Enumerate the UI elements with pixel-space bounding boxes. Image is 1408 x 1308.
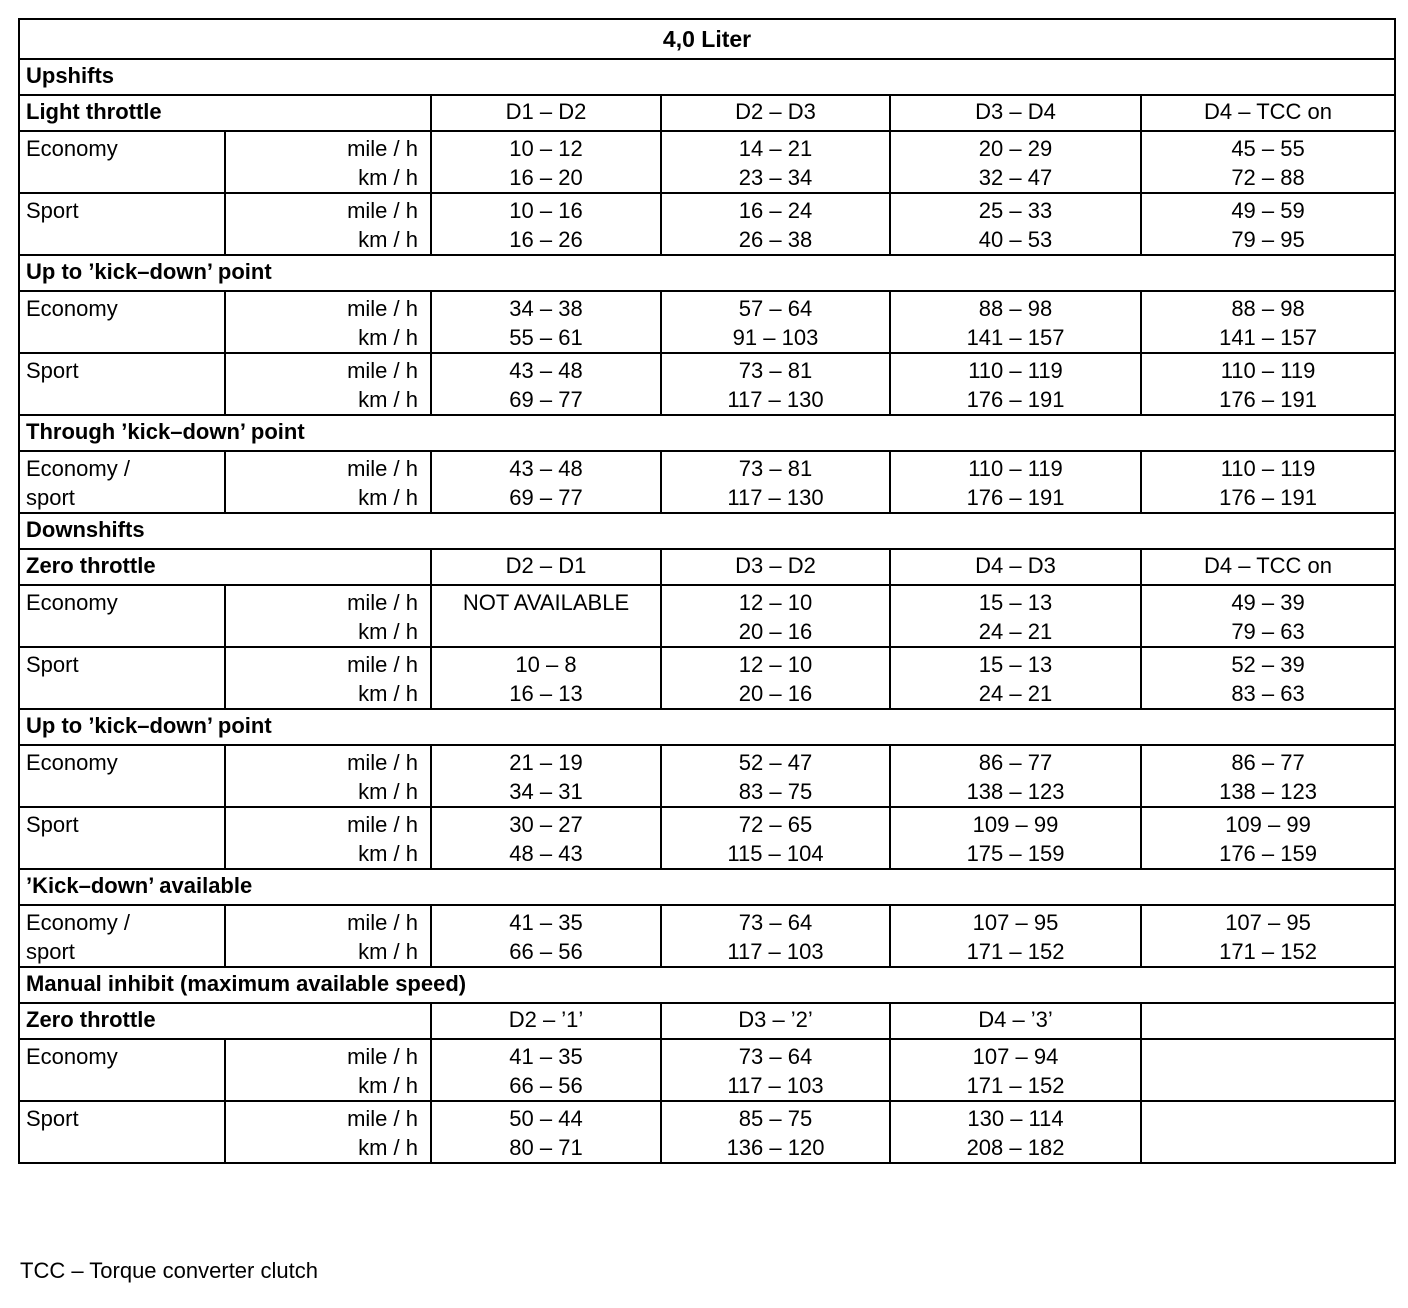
speed-cell (1141, 905, 1395, 967)
row-label-line: sport (26, 485, 75, 510)
group-header-row (19, 1003, 1395, 1039)
speed-cell (431, 807, 661, 869)
row-label (19, 131, 225, 193)
speed-value: 110 – 119 (968, 358, 1063, 383)
row-label (19, 1101, 225, 1163)
unit-cell (225, 291, 431, 353)
speed-cell (890, 451, 1141, 513)
unit-label: km / h (358, 619, 418, 644)
row-label-line: Sport (26, 358, 79, 383)
speed-value: 40 – 53 (978, 227, 1053, 252)
unit-cell (225, 131, 431, 193)
speed-value: 12 – 10 (738, 590, 813, 615)
group-header-row (19, 415, 1395, 451)
table-row (19, 1039, 1395, 1101)
group-header-row (19, 95, 1395, 131)
row-label-line: Economy (26, 136, 118, 161)
speed-cell (431, 905, 661, 967)
unit-label: km / h (358, 779, 418, 804)
speed-cell (1141, 193, 1395, 255)
speed-cell (890, 353, 1141, 415)
speed-value: 110 – 119 (1220, 358, 1316, 383)
speed-cell (890, 585, 1141, 647)
speed-value: 117 – 130 (727, 485, 824, 510)
speed-cell (431, 1101, 661, 1163)
column-header: D4 – TCC on (1141, 549, 1395, 585)
row-label-line (26, 323, 218, 352)
table-row (19, 905, 1395, 967)
speed-value: 52 – 39 (1231, 652, 1305, 677)
unit-cell (225, 1101, 431, 1163)
unit-label: mile / h (347, 812, 418, 837)
speed-value: 141 – 157 (966, 325, 1065, 350)
speed-value: 73 – 64 (738, 910, 813, 935)
speed-value: 48 – 43 (509, 841, 583, 866)
speed-value: 34 – 31 (509, 779, 583, 804)
table-row (19, 1101, 1395, 1163)
unit-cell (225, 585, 431, 647)
speed-value: 86 – 77 (1231, 750, 1305, 775)
row-label-line (26, 617, 218, 646)
row-label-line: Sport (26, 1106, 79, 1131)
speed-value: 69 – 77 (509, 485, 583, 510)
speed-value: 23 – 34 (738, 165, 813, 190)
table-title: 4,0 Liter (19, 19, 1395, 59)
row-label-line: Sport (26, 198, 79, 223)
unit-label: km / h (358, 165, 418, 190)
speed-value: 171 – 152 (966, 1073, 1065, 1098)
unit-label: mile / h (347, 652, 418, 677)
speed-cell (431, 745, 661, 807)
group-header-row (19, 709, 1395, 745)
speed-value: 85 – 75 (738, 1106, 813, 1131)
speed-cell (890, 647, 1141, 709)
speed-value: 72 – 88 (1231, 165, 1305, 190)
speed-cell (661, 647, 890, 709)
speed-value: 20 – 29 (978, 136, 1053, 161)
speed-value: 176 – 191 (966, 485, 1065, 510)
table-row (19, 585, 1395, 647)
group-name: Up to ’kick–down’ point (19, 255, 1395, 291)
speed-value: 49 – 59 (1231, 198, 1305, 223)
table-row (19, 807, 1395, 869)
row-label (19, 905, 225, 967)
speed-value: 107 – 95 (972, 910, 1059, 935)
speed-cell (661, 193, 890, 255)
speed-cell (1141, 353, 1395, 415)
speed-value: 34 – 38 (509, 296, 583, 321)
speed-value: 138 – 123 (1219, 779, 1317, 804)
speed-cell (1141, 451, 1395, 513)
speed-value: 109 – 99 (1225, 812, 1311, 837)
speed-value: 24 – 21 (978, 619, 1053, 644)
section-row (19, 513, 1395, 549)
row-label-line: Economy / (26, 910, 130, 935)
speed-cell (431, 585, 661, 647)
row-label-line: Economy / (26, 456, 130, 481)
unit-label: mile / h (347, 456, 418, 481)
speed-cell (1141, 131, 1395, 193)
unit-label: km / h (358, 325, 418, 350)
column-header: D3 – ’2’ (661, 1003, 890, 1039)
speed-value: 79 – 95 (1231, 227, 1305, 252)
speed-cell (1141, 1101, 1395, 1163)
unit-label: mile / h (347, 358, 418, 383)
speed-cell (431, 451, 661, 513)
row-label-line: Economy (26, 296, 118, 321)
speed-value: 136 – 120 (726, 1135, 825, 1160)
speed-value: 66 – 56 (509, 939, 583, 964)
speed-value: 16 – 13 (509, 681, 583, 706)
section-row (19, 59, 1395, 95)
speed-cell (890, 1039, 1141, 1101)
title-row (19, 19, 1395, 59)
unit-label: mile / h (347, 590, 418, 615)
group-name: ’Kick–down’ available (19, 869, 1395, 905)
unit-cell (225, 647, 431, 709)
column-header: D2 – ’1’ (431, 1003, 661, 1039)
group-name: Zero throttle (19, 1003, 431, 1039)
speed-value: 43 – 48 (509, 456, 583, 481)
column-header (1141, 1003, 1395, 1039)
unit-label: mile / h (347, 136, 418, 161)
unit-label: mile / h (347, 198, 418, 223)
speed-value: 16 – 24 (738, 198, 813, 223)
speed-value: 10 – 12 (509, 136, 583, 161)
row-label (19, 745, 225, 807)
row-label-line (26, 777, 218, 806)
unit-label: km / h (358, 681, 418, 706)
section-row (19, 967, 1395, 1003)
speed-value: 41 – 35 (509, 1044, 583, 1069)
speed-value: 91 – 103 (732, 325, 819, 350)
speed-cell (1141, 585, 1395, 647)
unit-label: mile / h (347, 1106, 418, 1131)
group-header-row (19, 255, 1395, 291)
speed-value: 69 – 77 (509, 387, 583, 412)
speed-value: 109 – 99 (972, 812, 1059, 837)
speed-value: 88 – 98 (978, 296, 1053, 321)
speed-cell (661, 1039, 890, 1101)
row-label (19, 353, 225, 415)
unit-label: km / h (358, 485, 418, 510)
speed-value: 72 – 65 (738, 812, 813, 837)
speed-cell (1141, 807, 1395, 869)
unit-label: mile / h (347, 910, 418, 935)
unit-cell (225, 193, 431, 255)
speed-value: 79 – 63 (1231, 619, 1305, 644)
speed-value: 21 – 19 (509, 750, 583, 775)
speed-value: 115 – 104 (727, 841, 824, 866)
speed-cell (890, 905, 1141, 967)
speed-cell (661, 807, 890, 869)
row-label (19, 291, 225, 353)
speed-value: 107 – 94 (972, 1044, 1059, 1069)
speed-value: 43 – 48 (509, 358, 583, 383)
row-label-line (26, 1071, 218, 1100)
speed-value: 110 – 119 (968, 456, 1063, 481)
shift-speed-sheet (18, 18, 1394, 1164)
speed-value (438, 617, 654, 646)
row-label (19, 1039, 225, 1101)
speed-value: 117 – 130 (727, 387, 824, 412)
column-header: D2 – D1 (431, 549, 661, 585)
speed-value: 15 – 13 (978, 652, 1053, 677)
speed-value: 73 – 81 (738, 358, 813, 383)
speed-cell (1141, 647, 1395, 709)
group-name: Through ’kick–down’ point (19, 415, 1395, 451)
unit-label: mile / h (347, 750, 418, 775)
unit-cell (225, 905, 431, 967)
speed-value: 10 – 16 (509, 198, 583, 223)
column-header: D4 – D3 (890, 549, 1141, 585)
speed-value: 208 – 182 (966, 1135, 1065, 1160)
speed-value: 88 – 98 (1231, 296, 1305, 321)
speed-value: 83 – 63 (1231, 681, 1305, 706)
speed-cell (1141, 1039, 1395, 1101)
row-label (19, 647, 225, 709)
column-header: D3 – D4 (890, 95, 1141, 131)
table-body (19, 19, 1395, 1163)
speed-value: 107 – 95 (1225, 910, 1311, 935)
section-heading: Downshifts (19, 513, 1395, 549)
speed-value: 41 – 35 (509, 910, 583, 935)
speed-cell (890, 745, 1141, 807)
speed-cell (661, 585, 890, 647)
speed-value: 52 – 47 (738, 750, 813, 775)
column-header: D4 – ’3’ (890, 1003, 1141, 1039)
speed-value: 80 – 71 (509, 1135, 583, 1160)
row-label-line: Economy (26, 1044, 118, 1069)
speed-cell (431, 1039, 661, 1101)
row-label-line (26, 163, 218, 192)
speed-cell (661, 745, 890, 807)
speed-cell (661, 291, 890, 353)
speed-cell (890, 807, 1141, 869)
table-row (19, 353, 1395, 415)
unit-cell (225, 451, 431, 513)
speed-cell (431, 193, 661, 255)
speed-value: 171 – 152 (966, 939, 1065, 964)
speed-cell (890, 193, 1141, 255)
speed-value: 117 – 103 (727, 1073, 824, 1098)
speed-value: 49 – 39 (1231, 590, 1305, 615)
speed-value (1148, 1071, 1388, 1100)
speed-value: 55 – 61 (509, 325, 583, 350)
section-heading: Manual inhibit (maximum available speed) (19, 967, 1395, 1003)
row-label (19, 807, 225, 869)
speed-cell (890, 1101, 1141, 1163)
row-label-line: Economy (26, 590, 118, 615)
row-label-line: Sport (26, 812, 79, 837)
speed-value: 176 – 191 (1219, 387, 1317, 412)
shift-speed-table (18, 18, 1396, 1164)
unit-label: km / h (358, 1073, 418, 1098)
unit-label: km / h (358, 939, 418, 964)
row-label-line: Sport (26, 652, 79, 677)
speed-cell (431, 647, 661, 709)
speed-value: 171 – 152 (1219, 939, 1317, 964)
speed-value: 176 – 159 (1219, 841, 1317, 866)
speed-value: 66 – 56 (509, 1073, 583, 1098)
row-label-line (26, 679, 218, 708)
speed-value: 117 – 103 (727, 939, 824, 964)
speed-value (1148, 1042, 1388, 1071)
speed-cell (661, 131, 890, 193)
column-header: D1 – D2 (431, 95, 661, 131)
unit-label: km / h (358, 1135, 418, 1160)
unit-label: km / h (358, 841, 418, 866)
speed-value: 32 – 47 (978, 165, 1053, 190)
speed-value: 24 – 21 (978, 681, 1053, 706)
row-label (19, 193, 225, 255)
speed-cell (1141, 291, 1395, 353)
speed-cell (890, 131, 1141, 193)
speed-cell (661, 353, 890, 415)
speed-value: 10 – 8 (515, 652, 577, 677)
group-name: Light throttle (19, 95, 431, 131)
unit-cell (225, 353, 431, 415)
speed-value: 15 – 13 (978, 590, 1053, 615)
column-header: D2 – D3 (661, 95, 890, 131)
row-label-line (26, 385, 218, 414)
unit-cell (225, 807, 431, 869)
speed-value (1148, 1133, 1388, 1162)
table-row (19, 647, 1395, 709)
speed-cell (661, 451, 890, 513)
table-row (19, 193, 1395, 255)
unit-label: km / h (358, 387, 418, 412)
speed-value: 138 – 123 (966, 779, 1065, 804)
speed-value: 20 – 16 (738, 619, 813, 644)
speed-cell (431, 131, 661, 193)
section-heading: Upshifts (19, 59, 1395, 95)
speed-value: 12 – 10 (738, 652, 813, 677)
table-row (19, 291, 1395, 353)
speed-cell (1141, 745, 1395, 807)
unit-cell (225, 1039, 431, 1101)
unit-cell (225, 745, 431, 807)
speed-cell (431, 291, 661, 353)
unit-label: mile / h (347, 296, 418, 321)
speed-value: 176 – 191 (1219, 485, 1317, 510)
speed-value: 130 – 114 (967, 1106, 1064, 1131)
footnote: TCC – Torque converter clutch (20, 1258, 318, 1283)
row-label-line: sport (26, 939, 75, 964)
speed-value: 20 – 16 (738, 681, 813, 706)
speed-value: 30 – 27 (509, 812, 583, 837)
speed-value: 16 – 20 (509, 165, 583, 190)
row-label-line: Economy (26, 750, 118, 775)
speed-value: 50 – 44 (509, 1106, 583, 1131)
table-row (19, 745, 1395, 807)
speed-value: 175 – 159 (966, 841, 1065, 866)
column-header: D4 – TCC on (1141, 95, 1395, 131)
speed-value: 25 – 33 (978, 198, 1053, 223)
speed-value: 141 – 157 (1219, 325, 1317, 350)
table-row (19, 131, 1395, 193)
row-label (19, 585, 225, 647)
unit-label: mile / h (347, 1044, 418, 1069)
group-header-row (19, 869, 1395, 905)
group-name: Zero throttle (19, 549, 431, 585)
speed-value: 45 – 55 (1231, 136, 1305, 161)
speed-value: 57 – 64 (738, 296, 813, 321)
group-header-row (19, 549, 1395, 585)
row-label-line (26, 225, 218, 254)
speed-value: 26 – 38 (738, 227, 813, 252)
row-label-line (26, 1133, 218, 1162)
speed-cell (661, 1101, 890, 1163)
speed-value: 16 – 26 (509, 227, 583, 252)
row-label (19, 451, 225, 513)
speed-cell (661, 905, 890, 967)
speed-value: 176 – 191 (966, 387, 1065, 412)
speed-value: 14 – 21 (738, 136, 813, 161)
speed-cell (890, 291, 1141, 353)
unit-label: km / h (358, 227, 418, 252)
speed-value (1148, 1104, 1388, 1133)
speed-value: 83 – 75 (738, 779, 813, 804)
speed-value: 73 – 64 (738, 1044, 813, 1069)
column-header: D3 – D2 (661, 549, 890, 585)
speed-value: NOT AVAILABLE (462, 590, 630, 615)
table-row (19, 451, 1395, 513)
speed-value: 110 – 119 (1220, 456, 1316, 481)
speed-value: 73 – 81 (738, 456, 813, 481)
row-label-line (26, 839, 218, 868)
speed-value: 86 – 77 (978, 750, 1053, 775)
group-name: Up to ’kick–down’ point (19, 709, 1395, 745)
speed-cell (431, 353, 661, 415)
